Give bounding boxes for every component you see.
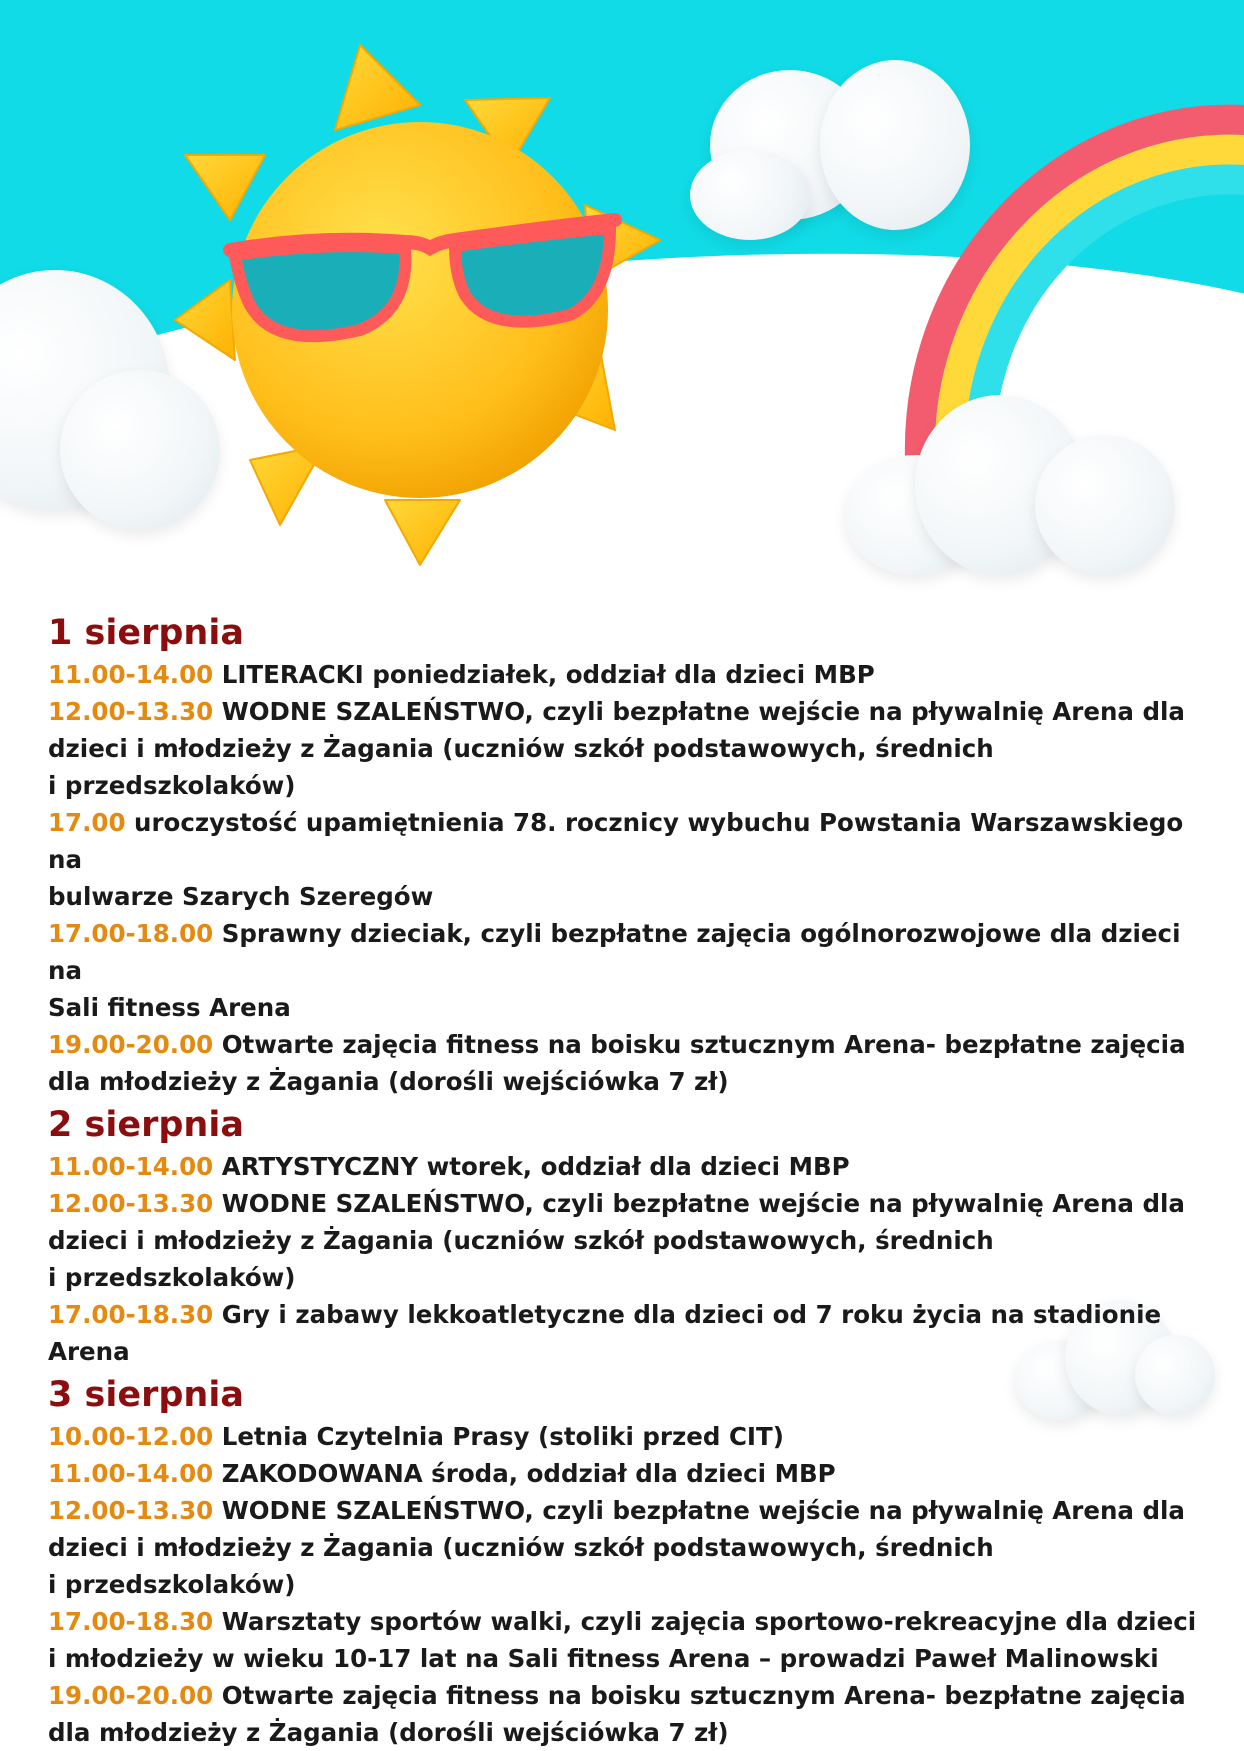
entry-text: dzieci i młodzieży z Żagania (uczniów szkół podstawowych, średnich bbox=[48, 1226, 994, 1255]
entry-text: i przedszkolaków) bbox=[48, 771, 296, 800]
entry-text: ARTYSTYCZNY wtorek, oddział dla dzieci MBP bbox=[221, 1152, 850, 1181]
entry-text: Sali fitness Arena bbox=[48, 993, 291, 1022]
entry-time: 11.00-14.00 bbox=[48, 1152, 214, 1181]
entry-text: Arena bbox=[48, 1337, 130, 1366]
entry-text: Gry i zabawy lekkoatletyczne dla dzieci od 7 roku życia na stadionie bbox=[221, 1300, 1162, 1329]
entry-time: 19.00-20.00 bbox=[48, 1030, 214, 1059]
schedule-entry bbox=[48, 915, 1218, 1026]
sun-with-sunglasses-icon bbox=[170, 30, 690, 570]
entry-time: 17.00-18.30 bbox=[48, 1300, 214, 1329]
entry-text: uroczystość upamiętnienia 78. rocznicy wybuchu Powstania Warszawskiego na bbox=[48, 808, 1184, 874]
entry-text: Letnia Czytelnia Prasy (stoliki przed CIT) bbox=[221, 1422, 784, 1451]
cloud-icon bbox=[690, 40, 1000, 240]
entry-time: 12.00-13.30 bbox=[48, 697, 214, 726]
schedule bbox=[48, 612, 1218, 1751]
entry-time: 10.00-12.00 bbox=[48, 1422, 214, 1451]
entry-time: 12.00-13.30 bbox=[48, 1189, 214, 1218]
entry-time: 17.00 bbox=[48, 808, 126, 837]
day-heading: 1 sierpnia bbox=[48, 613, 244, 653]
entry-text: ZAKODOWANA środa, oddział dla dzieci MBP bbox=[221, 1459, 836, 1488]
schedule-entry bbox=[48, 656, 1218, 693]
entry-text: bulwarze Szarych Szeregów bbox=[48, 882, 434, 911]
entry-text: i młodzieży w wieku 10-17 lat na Sali fitness Arena – prowadzi Paweł Malinowski bbox=[48, 1644, 1159, 1673]
schedule-entry bbox=[48, 1026, 1218, 1100]
entry-text: i przedszkolaków) bbox=[48, 1263, 296, 1292]
entry-text: WODNE SZALEŃSTWO, czyli bezpłatne wejście na pływalnię Arena dla bbox=[221, 697, 1185, 726]
entry-text: dla młodzieży z Żagania (dorośli wejściówka 7 zł) bbox=[48, 1067, 729, 1096]
entry-text: WODNE SZALEŃSTWO, czyli bezpłatne wejście na pływalnię Arena dla bbox=[221, 1189, 1185, 1218]
entry-time: 17.00-18.00 bbox=[48, 919, 214, 948]
entry-time: 12.00-13.30 bbox=[48, 1496, 214, 1525]
entry-time: 11.00-14.00 bbox=[48, 660, 214, 689]
entry-time: 17.00-18.30 bbox=[48, 1607, 214, 1636]
entry-text: WODNE SZALEŃSTWO, czyli bezpłatne wejście na pływalnię Arena dla bbox=[221, 1496, 1185, 1525]
day-section bbox=[48, 612, 1218, 1100]
schedule-entry bbox=[48, 1185, 1218, 1296]
entry-text: Sprawny dzieciak, czyli bezpłatne zajęcia ogólnorozwojowe dla dzieci na bbox=[48, 919, 1181, 985]
entry-text: i przedszkolaków) bbox=[48, 1570, 296, 1599]
schedule-entry bbox=[48, 1148, 1218, 1185]
schedule-entry bbox=[48, 693, 1218, 804]
entry-text: Otwarte zajęcia fitness na boisku sztucznym Arena- bezpłatne zajęcia bbox=[221, 1030, 1186, 1059]
entry-text: Warsztaty sportów walki, czyli zajęcia sportowo-rekreacyjne dla dzieci bbox=[221, 1607, 1197, 1636]
entry-text: LITERACKI poniedziałek, oddział dla dzieci MBP bbox=[221, 660, 875, 689]
entry-text: dzieci i młodzieży z Żagania (uczniów szkół podstawowych, średnich bbox=[48, 1533, 994, 1562]
entry-text: dla młodzieży z Żagania (dorośli wejściówka 7 zł) bbox=[48, 1718, 729, 1747]
schedule-entry bbox=[48, 1296, 1218, 1370]
day-heading: 3 sierpnia bbox=[48, 1375, 244, 1415]
day-heading: 2 sierpnia bbox=[48, 1105, 244, 1145]
entry-time: 11.00-14.00 bbox=[48, 1459, 214, 1488]
entry-text: dzieci i młodzieży z Żagania (uczniów szkół podstawowych, średnich bbox=[48, 734, 994, 763]
schedule-entry bbox=[48, 1677, 1218, 1751]
schedule-entry bbox=[48, 1603, 1218, 1677]
schedule-entry bbox=[48, 1492, 1218, 1603]
cloud-icon bbox=[845, 395, 1185, 595]
cloud-icon bbox=[0, 270, 240, 550]
schedule-entry bbox=[48, 1455, 1218, 1492]
day-section bbox=[48, 1374, 1218, 1751]
schedule-entry bbox=[48, 1418, 1218, 1455]
day-section bbox=[48, 1104, 1218, 1370]
entry-text: Otwarte zajęcia fitness na boisku sztucznym Arena- bezpłatne zajęcia bbox=[221, 1681, 1186, 1710]
entry-time: 19.00-20.00 bbox=[48, 1681, 214, 1710]
schedule-entry bbox=[48, 804, 1218, 915]
